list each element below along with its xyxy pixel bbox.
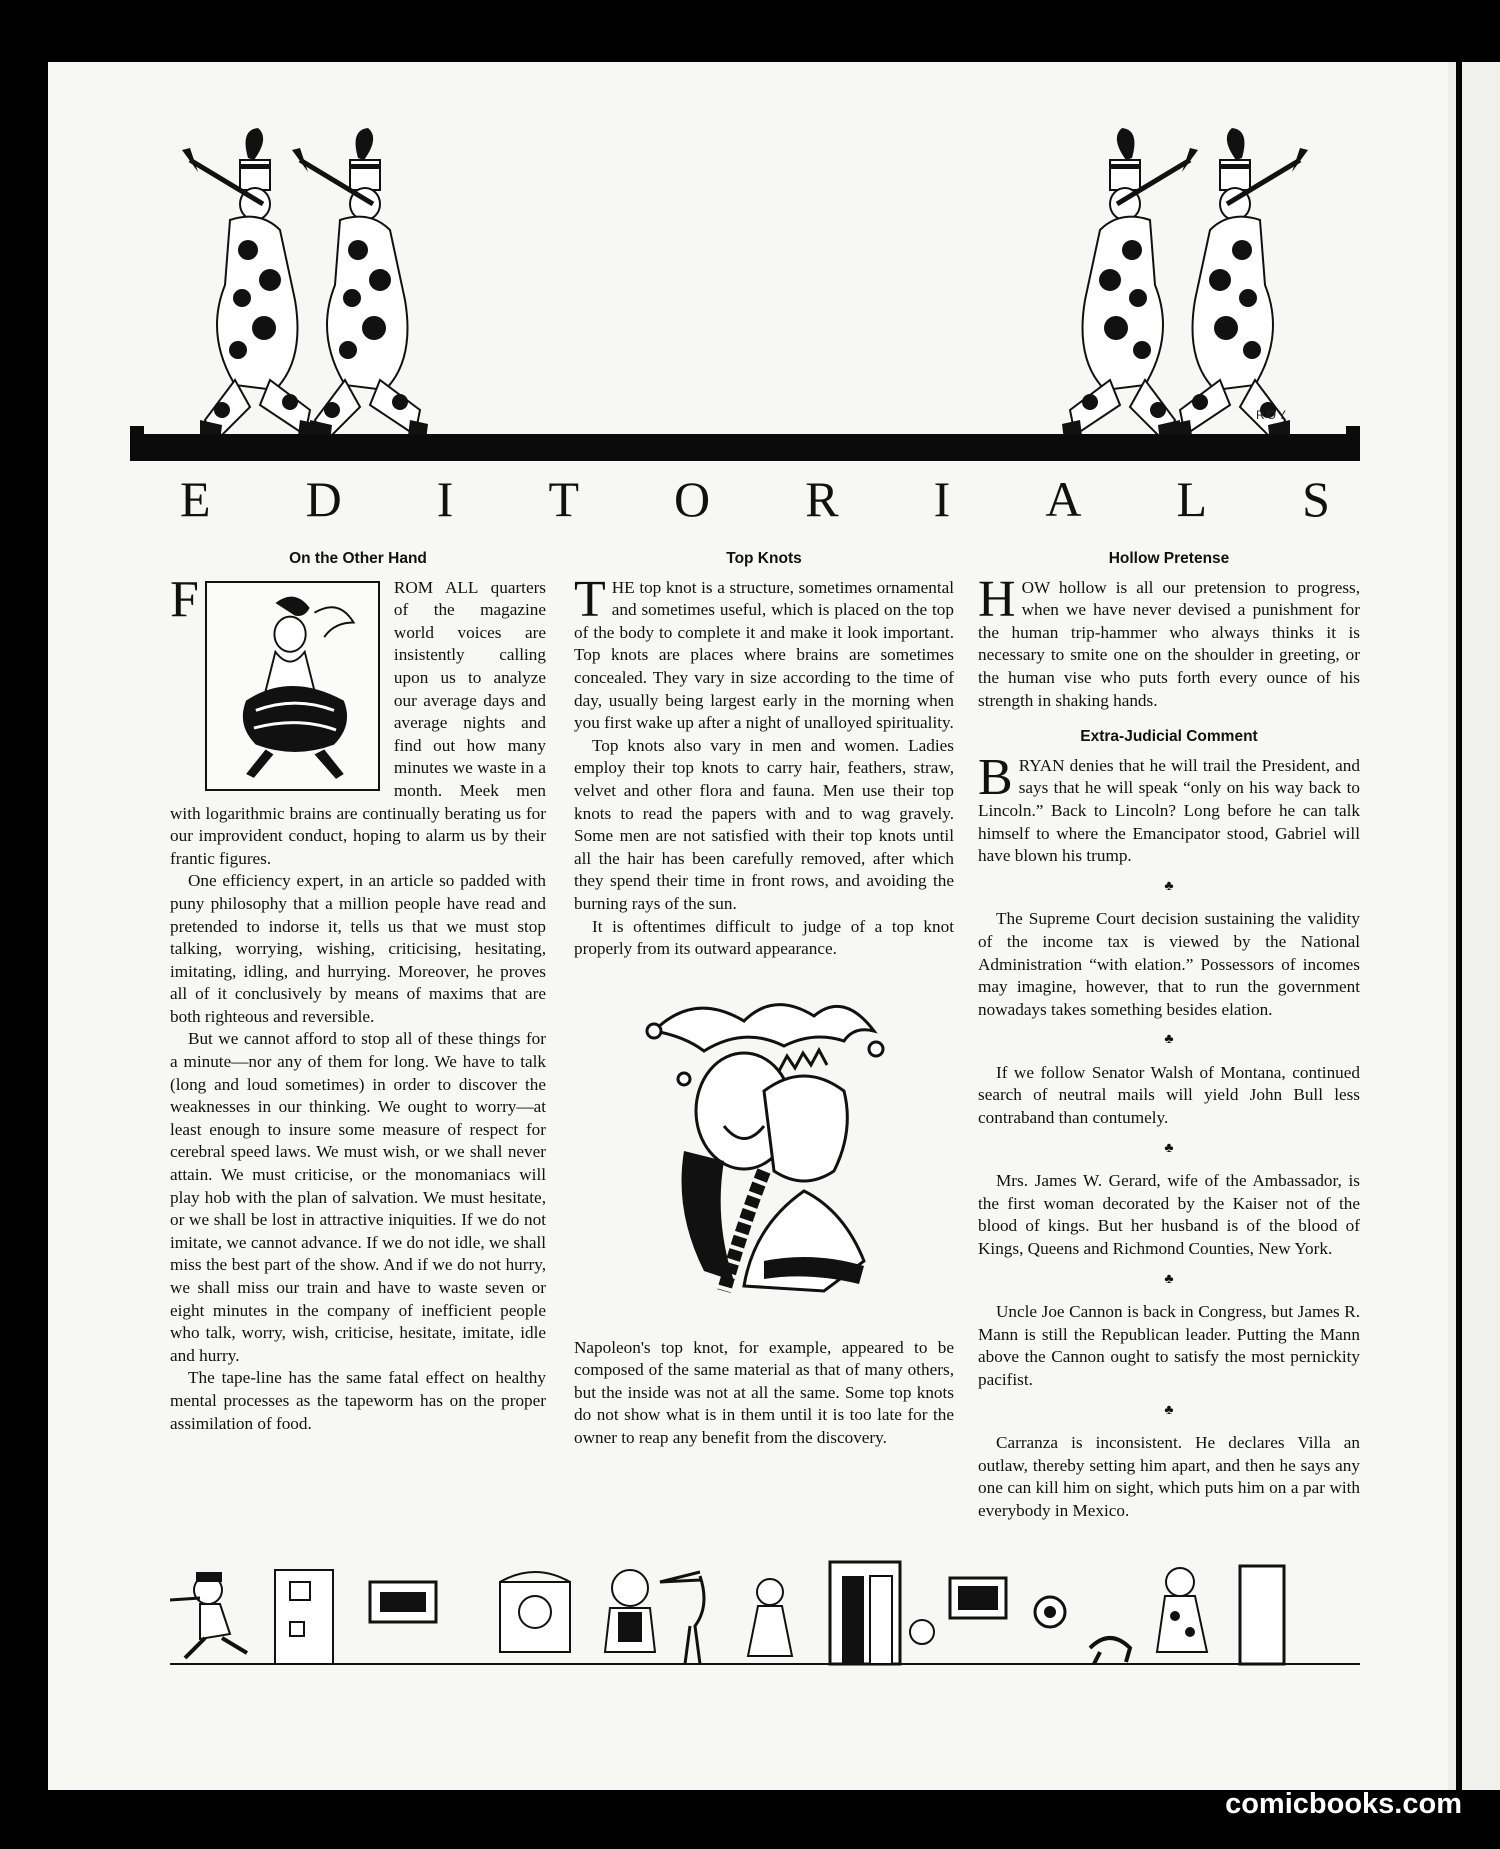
club-ornament-icon: ♣ bbox=[1164, 1402, 1174, 1418]
club-ornament-icon: ♣ bbox=[1164, 1140, 1174, 1156]
clown-figure bbox=[182, 128, 318, 443]
article-heading: Extra-Judicial Comment bbox=[1080, 728, 1258, 746]
column-on-the-other-hand bbox=[170, 548, 546, 1435]
page-edge bbox=[1448, 62, 1456, 1790]
editorials-banner bbox=[180, 470, 1330, 528]
article-paragraph: One efficiency expert, in an article so padded with puny philosophy that a million people have read and pretended to indorse it, tells us that we must stop talking, worrying, wishing, criticising, hesitating, imitating, idling, and hurrying. Moreover, he proves all of it conclusively by means of maxims that are both righteous and reversible. bbox=[170, 871, 546, 1026]
article-heading: On the Other Hand bbox=[289, 550, 427, 567]
article-paragraph: Napoleon's top knot, for example, appeared to be composed of the same material as that of many others, but the inside was not at all the same. Some top knots do not show what is in them until it is too late for the owner to reap any benefit from the discovery. bbox=[574, 1337, 954, 1448]
nurse-figure bbox=[748, 1579, 792, 1656]
header-rule bbox=[130, 434, 1360, 461]
article-paragraph: Uncle Joe Cannon is back in Congress, but James R. Mann is still the Republican leader. Putting the Mann above the Cannon ought to satisfy the most pernickity pacifist. bbox=[978, 1302, 1360, 1389]
banner-letter: R bbox=[805, 471, 839, 527]
article-paragraph: The Supreme Court decision sustaining the validity of the income tax is viewed by the National Administration “with elation.” Possessors of incomes may imagine, however, that to run the government nowadays takes something besides elation. bbox=[978, 909, 1360, 1019]
article-paragraph: The tape-line has the same fatal effect on healthy mental processes as the tapeworm has on the proper assimilation of food. bbox=[170, 1368, 546, 1433]
article-paragraph: HOW hollow is all our pretension to progress, when we have never devised a punishment for the human trip-hammer who always thinks it is necessary to smite one on the shoulder in greeting, or the human vise who puts forth every ounce of his strength in shaking hands. bbox=[978, 570, 1360, 710]
article-paragraph: F ROM ALL quarters of the magazine world voices are insistently calling upon us to analyze our average days and average nights and find out how many minutes we waste in a month. Meek men with logarithmic brains are continually berating us for our improvident conduct, hoping to alarm us by their frantic figures. bbox=[170, 570, 546, 868]
club-ornament-icon: ♣ bbox=[1164, 878, 1174, 894]
dancer-illustration bbox=[205, 581, 380, 791]
banner-letter: O bbox=[674, 471, 711, 527]
drop-cap: F bbox=[170, 570, 199, 628]
banner-letter: A bbox=[1045, 471, 1082, 527]
column-top-knots bbox=[574, 548, 954, 1450]
artist-signature: ROY bbox=[1256, 408, 1289, 422]
club-ornament-icon: ♣ bbox=[1164, 1032, 1174, 1048]
drop-cap: T bbox=[574, 570, 606, 628]
article-heading: Top Knots bbox=[726, 550, 802, 567]
article-paragraph: BRYAN denies that he will trail the President, and says that he will speak “only on his way back to Lincoln.” Back to Lincoln? Long before he can talk himself to where the Emancipator stood, Gabriel will have blown his trump. bbox=[978, 748, 1360, 866]
article-paragraph: If we follow Senator Walsh of Montana, continued search of neutral mails will yield John Bull less contraband than contumely. bbox=[978, 1062, 1360, 1128]
banner-letter: L bbox=[1176, 471, 1208, 527]
drop-cap: H bbox=[978, 570, 1016, 628]
article-paragraph: Mrs. James W. Gerard, wife of the Ambassador, is the first woman decorated by the Kaiser not of the blood of kings. But her husband is of the blood of Kings, Queens and Richmond Counties, New York. bbox=[978, 1171, 1360, 1259]
banner-letter: I bbox=[933, 471, 951, 527]
article-heading: Hollow Pretense bbox=[1108, 550, 1230, 567]
article-paragraph: Top knots also vary in men and women. Ladies employ their top knots to carry hair, feathers, straw, velvet and other flora and fauna. Men use their top knots to read the papers with and to wag gravely. Some men are not satisfied with their top knots until all the hair has been carefully removed, after which they spend their time in front rows, and avoiding the burning rays of the sun. bbox=[574, 735, 954, 913]
drop-cap: B bbox=[978, 748, 1013, 806]
header-clowns-illustration bbox=[130, 80, 1360, 480]
site-watermark: comicbooks.com bbox=[1225, 1788, 1462, 1820]
article-paragraph: It is oftentimes difficult to judge of a top knot properly from its outward appearance. bbox=[574, 916, 954, 959]
banner-letter: S bbox=[1302, 471, 1330, 527]
footer-strip-illustration bbox=[170, 1552, 1360, 1672]
facing-page-edge bbox=[1462, 62, 1500, 1790]
jester-and-lady-illustration bbox=[614, 991, 914, 1309]
article-paragraph: THE top knot is a structure, sometimes ornamental and sometimes useful, which is placed on the top of the body to complete it and make it look important. Top knots are places where brains are sometimes concealed. They vary in size according to the time of day, usually being largest early in the morning when you first wake up after a night of unalloyed spirituality. bbox=[574, 570, 954, 733]
man-at-door-figure bbox=[1157, 1568, 1207, 1652]
running-man-figure bbox=[170, 1572, 247, 1658]
banner-letter: I bbox=[436, 471, 454, 527]
bald-man-figure bbox=[605, 1570, 655, 1652]
column-hollow-pretense bbox=[978, 548, 1360, 1523]
banner-letter: D bbox=[305, 471, 342, 527]
banner-letter: T bbox=[548, 471, 579, 527]
banner-letter: E bbox=[180, 471, 211, 527]
article-paragraph: But we cannot afford to stop all of these things for a minute—nor any of them for long. We have to talk (long and loud sometimes) in order to discover the weaknesses in our thinking. We ought to worry—at least enough to insure some measure of respect for cerebral speed laws. We must wish, or we shall never attain. We must criticise, or the monomaniacs will play hob with the plan of salvation. We must hesitate, or we shall be lost in attractive iniquities. If we do not imitate, we cannot advance. If we do not idle, we shall miss the best part of the show. And if we do not hurry, we shall miss our train and have to waste seven or eight minutes in the company of inefficient people who talk, worry, wish, criticise, hesitate, imitate, idle and hurry. bbox=[170, 1029, 546, 1365]
article-paragraph: Carranza is inconsistent. He declares Villa an outlaw, thereby setting him apart, and then he says any one can kill him on sight, which puts him on a par with everybody in Mexico. bbox=[978, 1433, 1360, 1520]
club-ornament-icon: ♣ bbox=[1164, 1271, 1174, 1287]
